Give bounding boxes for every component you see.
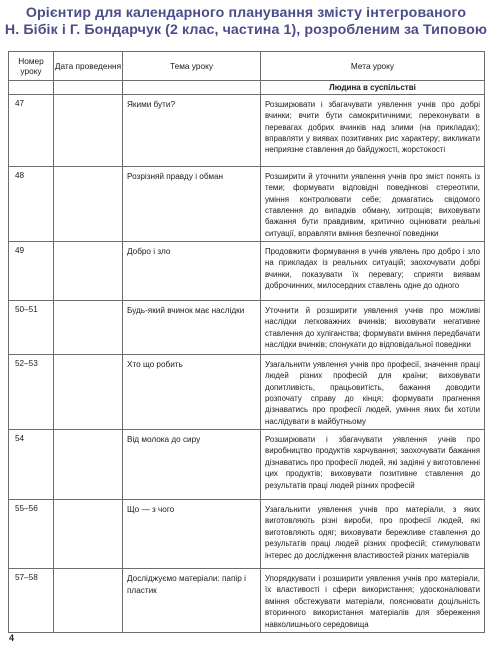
lesson-date[interactable] [54,301,123,355]
header-date: Дата проведення [54,52,123,81]
page-number: 4 [9,633,15,643]
lesson-date[interactable] [54,95,123,167]
header-lesson-number: Номер уроку [9,52,54,81]
lesson-date[interactable] [54,242,123,301]
lesson-topic: Добро і зло [123,242,261,301]
section-title: Людина в суспільстві [261,81,485,95]
lesson-goal: Узагальнити уявлення учнів про професії, значення праці людей різних професій для країни; виховувати допитливість, працьовитість, бажання доводити розпочату справу до кінця; формувати прагнення дізнаватись про професії людей, уміння яких би хотіли наслідувати в майбутньому [261,355,485,430]
table-row [9,167,485,242]
lesson-goal: Розширити й уточнити уявлення учнів про зміст понять із теми; формувати відповідні поведінкові стереотипи, уміння контролювати себе; домагатись свідомого ставлення до випадків обману, хитрощів; виховувати бажання бути правдивим, критично оцінювати реальні ситуації, вправляти вміння безпечної поведінки [261,167,485,242]
table-row [9,355,485,430]
lesson-goal: Продовжити формування в учнів уявлень про добро і зло на прикладах із реальних ситуацій; заохочувати добрі вчинки, показувати їх перевагу; сприяти виявам доброчинних, милосердних ставлень одне до одного [261,242,485,301]
lesson-goal: Упорядкувати і розширити уявлення учнів про матеріали, їх властивості і сфери використання; удосконалювати вміння обстежувати матеріали, пояснювати доцільність вторинного використання матеріалів для збереження навколишнього середовища [261,569,485,633]
lesson-number: 50–51 [9,301,54,355]
table-header-row [9,52,485,81]
section-row [9,81,485,95]
lesson-number: 49 [9,242,54,301]
lesson-topic: Від молока до сиру [123,430,261,500]
page-title-line-2: Н. Бібік і Г. Бондарчук (2 клас, частина 1), розробленим за Типовою [4,22,488,38]
header-goal: Мета уроку [261,52,485,81]
table-row [9,95,485,167]
lesson-topic: Досліджуємо матеріали: папір і пластик [123,569,261,633]
lesson-number: 57–58 [9,569,54,633]
lesson-date[interactable] [54,355,123,430]
table-row [9,430,485,500]
lesson-number: 55–56 [9,500,54,569]
lesson-topic: Хто що робить [123,355,261,430]
lesson-topic: Що — з чого [123,500,261,569]
table-row [9,301,485,355]
page-title [0,5,492,39]
lesson-goal: Узагальнити уявлення учнів про матеріали, з яких виготовляють різні вироби, про професії людей, які виготовляють одяг; виховувати бережливе ставлення до результатів праці людей різних професій; стимулювати інтерес до дослідження властивостей різних матеріалів [261,500,485,569]
lesson-goal: Розширювати і збагачувати уявлення учнів про виробництво продуктів харчування; заохочувати бажання дізнаватись про професії людей, які задіяні у виготовленні цих продуктів; виховувати позитивне ставлення до результатів праці людей різних професій [261,430,485,500]
table-row [9,500,485,569]
lesson-number: 48 [9,167,54,242]
lesson-topic: Будь-який вчинок має наслідки [123,301,261,355]
lesson-date[interactable] [54,569,123,633]
lesson-goal: Уточнити й розширити уявлення учнів про можливі наслідки легковажних вчинків; виховувати негативне ставлення до хуліганства; формувати вміння передбачати наслідки вчинків; спонукати до відповідальної поведінки [261,301,485,355]
lesson-topic: Якими бути? [123,95,261,167]
lesson-topic: Розрізняй правду і обман [123,167,261,242]
lesson-goal: Розширювати і збагачувати уявлення учнів про добрі вчинки; вчити бути самокритичними; переконувати в перевагах добрих вчинків над злими (на прикладах); вправляти у виявах позитивних рис характеру; викликати неприязне ставлення до байдужості, жорстокості [261,95,485,167]
lesson-date[interactable] [54,500,123,569]
header-topic: Тема уроку [123,52,261,81]
page-title-line-1: Орієнтир для календарного планування змісту інтегрованого [25,5,467,21]
lesson-number: 47 [9,95,54,167]
table-row [9,242,485,301]
table-row [9,569,485,633]
lesson-number: 52–53 [9,355,54,430]
lesson-plan-table [8,51,485,633]
lesson-date[interactable] [54,430,123,500]
lesson-date[interactable] [54,167,123,242]
lesson-number: 54 [9,430,54,500]
